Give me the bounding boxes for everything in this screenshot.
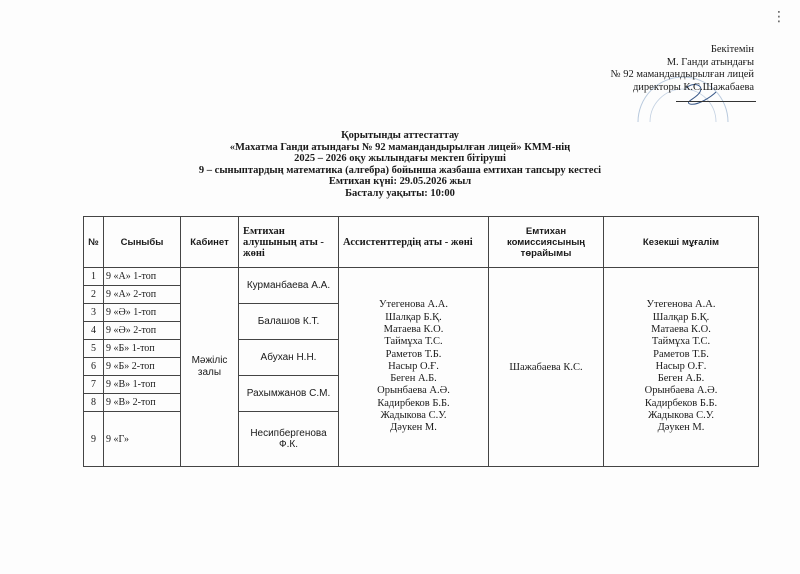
- row-num: 5: [84, 340, 104, 358]
- assistant-name: Кадирбеков Б.Б.: [377, 397, 450, 409]
- heading-line: Басталу уақыты: 10:00: [345, 187, 455, 199]
- assistant-name: Раметов Т.Б.: [385, 348, 442, 360]
- row-num: 8: [84, 394, 104, 412]
- header-assistants: Ассистенттердің аты - жөні: [339, 217, 489, 268]
- chair-cell: Шажабаева К.С.: [489, 268, 604, 467]
- assistant-name: Жадыкова С.У.: [380, 410, 447, 422]
- row-class: 9 «А» 2-топ: [104, 286, 181, 304]
- row-class: 9 «Ә» 2-топ: [104, 322, 181, 340]
- row-class: 9 «Б» 1-топ: [104, 340, 181, 358]
- heading-line: 2025 – 2026 оқу жылындағы мектеп бітіруші: [294, 153, 506, 165]
- duty-teacher-name: Таймұха Т.С.: [651, 336, 711, 348]
- approval-line: Бекітемін: [710, 44, 754, 55]
- approval-block: [611, 44, 754, 94]
- table-row: [84, 268, 759, 286]
- assistant-name: Дәукен М.: [390, 422, 437, 434]
- row-num: 3: [84, 304, 104, 322]
- duty-teacher-name: Орынбаева А.Ә.: [644, 385, 718, 397]
- duty-teacher-name: Дәукен М.: [657, 422, 705, 434]
- row-num: 4: [84, 322, 104, 340]
- duty-teacher-name: Матаева К.О.: [651, 323, 711, 335]
- row-class: 9 «Ә» 1-топ: [104, 304, 181, 322]
- heading-line: 9 – сыныптардың математика (алгебра) бойынша жазбаша емтихан тапсыру кестесі: [198, 164, 602, 176]
- duty-teacher-name: Беген А.Б.: [657, 373, 705, 385]
- table-header-row: [84, 217, 759, 268]
- row-class: 9 «В» 1-топ: [104, 376, 181, 394]
- approval-line: директоры К.С.Шажабаева: [632, 81, 754, 93]
- approval-line: М. Ганди атындағы: [666, 56, 754, 68]
- row-class: 9 «А» 1-топ: [104, 268, 181, 286]
- room-cell: Мәжіліс залы: [181, 268, 239, 467]
- row-num: 2: [84, 286, 104, 304]
- row-class: 9 «В» 2-топ: [104, 394, 181, 412]
- approval-line: № 92 мамандандырылған лицей: [610, 69, 754, 80]
- header-duty: Кезекші мұғалім: [604, 217, 759, 268]
- heading-line: Қорытынды аттестаттау: [341, 130, 459, 141]
- examinee-cell: Курманбаева А.А.: [239, 268, 339, 304]
- header-class: Сыныбы: [104, 217, 181, 268]
- signature-line: [676, 101, 756, 102]
- row-num: 6: [84, 358, 104, 376]
- duty-teacher-name: Утегенова А.А.: [646, 299, 716, 311]
- duty-teacher-name: Раметов Т.Б.: [653, 348, 709, 360]
- assistant-name: Беген А.Б.: [390, 373, 437, 385]
- assistant-name: Насыр О.Ғ.: [388, 360, 439, 372]
- heading-line: Емтихан күні: 29.05.2026 жыл: [328, 176, 472, 188]
- document-heading: [0, 130, 800, 200]
- assistant-name: Шалқар Б.Қ.: [385, 311, 442, 323]
- kebab-menu-icon[interactable]: ⋮: [772, 9, 786, 25]
- duty-teacher-name: Шалқар Б.Қ.: [652, 311, 710, 323]
- header-chair: Емтихан комиссиясының төрайымы: [489, 217, 604, 268]
- assistants-cell: [339, 268, 489, 467]
- examinee-cell: Рахымжанов С.М.: [239, 376, 339, 412]
- assistant-name: Матаева К.О.: [383, 323, 444, 335]
- header-room: Кабинет: [181, 217, 239, 268]
- exam-schedule-table: [83, 216, 759, 467]
- row-num: 1: [84, 268, 104, 286]
- examinee-cell: Абухан Н.Н.: [239, 340, 339, 376]
- duty-teacher-name: Жадыкова С.У.: [647, 410, 715, 422]
- header-examinee: Емтихан алушының аты - жөні: [239, 217, 339, 268]
- row-class: 9 «Б» 2-топ: [104, 358, 181, 376]
- examinee-cell: Несипбергенова Ф.К.: [239, 412, 339, 467]
- assistant-name: Утегенова А.А.: [379, 299, 448, 311]
- row-num: 9: [84, 412, 104, 467]
- assistant-name: Орынбаева А.Ә.: [377, 385, 450, 397]
- header-num: №: [84, 217, 104, 268]
- heading-line: «Махатма Ганди атындағы № 92 мамандандырылған лицей» КММ-нің: [229, 141, 571, 153]
- examinee-cell: Балашов К.Т.: [239, 304, 339, 340]
- duty-teacher-name: Кадирбеков Б.Б.: [644, 397, 718, 409]
- row-class: 9 «Г»: [104, 412, 181, 467]
- duty-teacher-name: Насыр О.Ғ.: [655, 360, 707, 372]
- duty-cell: [604, 268, 759, 467]
- assistant-name: Таймұха Т.С.: [384, 336, 443, 348]
- row-num: 7: [84, 376, 104, 394]
